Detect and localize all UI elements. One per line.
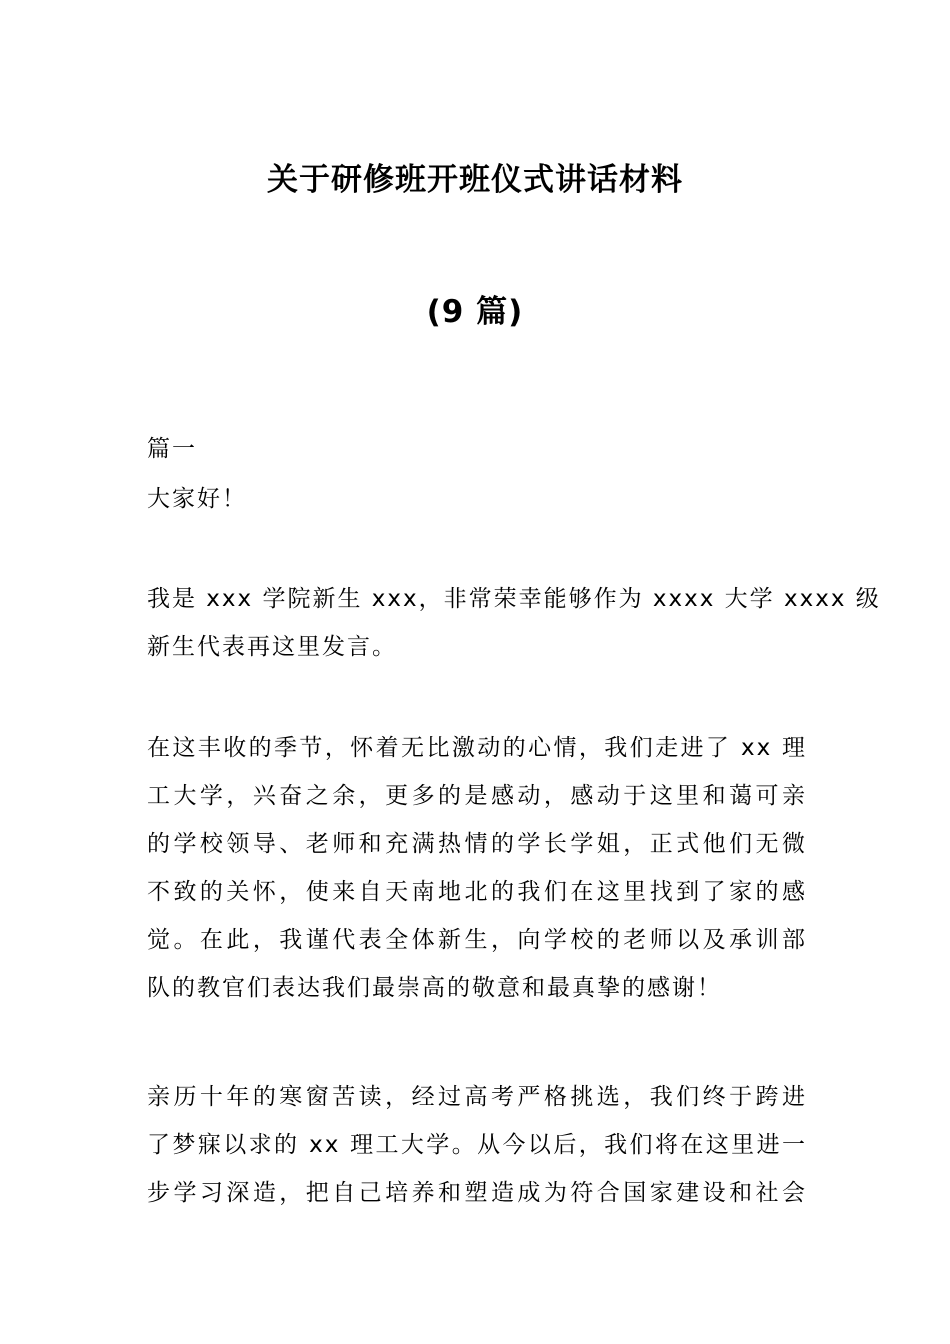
paragraph-1 bbox=[147, 575, 881, 671]
paragraph-line: 我是 xxx 学院新生 xxx，非常荣幸能够作为 xxxx 大学 xxxx 级 bbox=[147, 586, 881, 612]
paragraph-line: 的学校领导、老师和充满热情的学长学姐，正式他们无微 bbox=[147, 831, 807, 857]
paragraph-line: 步学习深造，把自己培养和塑造成为符合国家建设和社会 bbox=[147, 1180, 807, 1206]
document-title: 关于研修班开班仪式讲话材料 bbox=[267, 162, 683, 198]
paragraph-line: 新生代表再这里发言。 bbox=[147, 634, 397, 660]
paragraph-line: 不致的关怀，使来自天南地北的我们在这里找到了家的感 bbox=[147, 879, 807, 905]
paragraph-line: 了梦寐以求的 xx 理工大学。从今以后，我们将在这里进一 bbox=[147, 1132, 807, 1158]
paragraph-2 bbox=[147, 724, 807, 1012]
paragraph-line: 亲历十年的寒窗苦读，经过高考严格挑选，我们终于跨进 bbox=[147, 1084, 807, 1110]
paragraph-line: 工大学，兴奋之余，更多的是感动，感动于这里和蔼可亲 bbox=[147, 783, 807, 809]
section-label: 篇一 bbox=[147, 436, 197, 462]
paragraph-line: 觉。在此，我谨代表全体新生，向学校的老师以及承训部 bbox=[147, 927, 807, 953]
document-subtitle: (9 篇) bbox=[426, 294, 524, 330]
greeting: 大家好！ bbox=[147, 486, 247, 512]
paragraph-line: 队的教官们表达我们最崇高的敬意和最真挚的感谢！ bbox=[147, 975, 722, 1001]
paragraph-3 bbox=[147, 1073, 807, 1217]
paragraph-line: 在这丰收的季节，怀着无比激动的心情，我们走进了 xx 理 bbox=[147, 735, 807, 761]
